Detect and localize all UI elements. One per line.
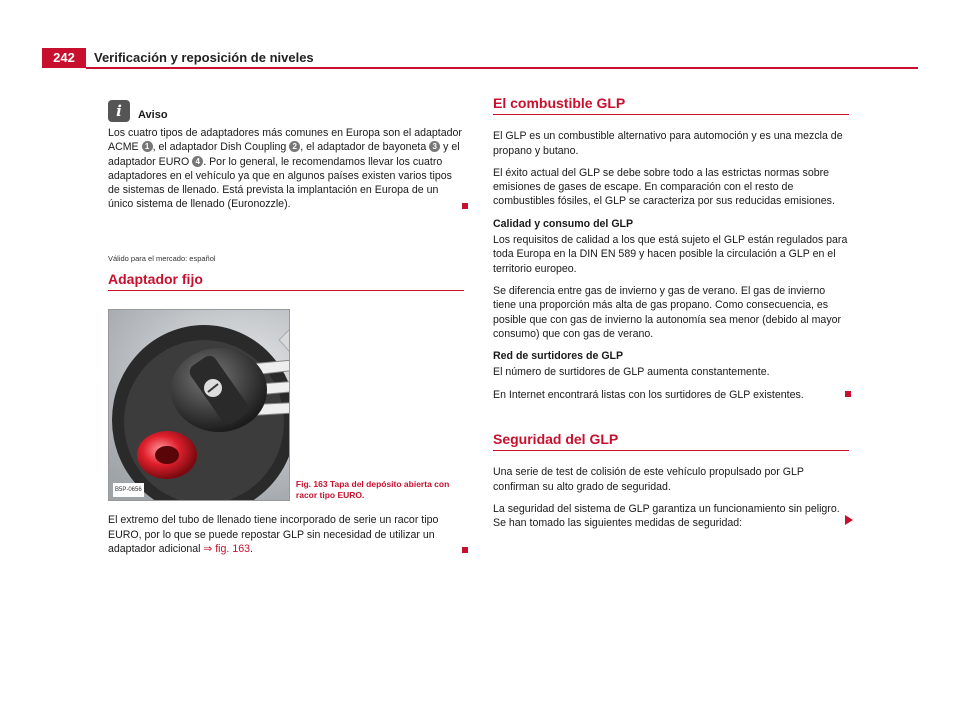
- adapter-body-text: El extremo del tubo de llenado tiene incorporado de serie un racor tipo EURO, por lo que se puede repostar GLP sin necesidad de utilizar un adaptador adicional: [108, 514, 439, 555]
- note-text: [108, 126, 464, 212]
- paragraph: El éxito actual del GLP se debe sobre todo a las estrictas normas sobre emisiones de gases de escape. En comparación con el resto de combustibles fósiles, el GLP se caracteriza por sus reducidas emisiones.: [493, 166, 835, 208]
- note-text-part: , el adaptador Dish Coupling: [152, 141, 290, 154]
- paragraph: El GLP es un combustible alternativo para automoción y es una mezcla de propano y butano.: [493, 130, 843, 157]
- number-badge-1: 1: [142, 141, 153, 152]
- figure-link[interactable]: ⇒ fig. 163: [203, 542, 250, 555]
- note-text-part: Los cuatro tipos de adaptadores más comunes en Europa son el adaptador ACME: [108, 127, 462, 154]
- note-text-part: y el adaptador EURO: [108, 141, 460, 168]
- paragraph: Los requisitos de calidad a los que está sujeto el GLP están regulados para toda Europa en la DIN EN 589 y hacen posible la circulación a GLP en el territorio europeo.: [493, 234, 848, 275]
- paragraph: [493, 502, 849, 531]
- header-rule: [86, 67, 918, 69]
- section-end-mark: [462, 203, 468, 209]
- note-box: [108, 100, 464, 212]
- paragraph-text: En Internet encontrará listas con los surtidores de GLP existentes.: [493, 388, 804, 401]
- note-header: [108, 100, 464, 122]
- page-number: 242: [42, 48, 86, 68]
- number-badge-2: 2: [289, 141, 300, 152]
- figure-code: B5P-0656: [113, 483, 144, 497]
- adapter-body-end: .: [250, 542, 253, 555]
- paragraph: Una serie de test de colisión de este vehículo propulsado por GLP confirman su alto grado de seguridad.: [493, 466, 804, 493]
- subheading-red: Red de surtidores de GLP: [493, 350, 624, 363]
- subheading-calidad: Calidad y consumo del GLP: [493, 217, 634, 230]
- continue-arrow-icon: [845, 515, 853, 525]
- market-label: Válido para el mercado: español: [108, 253, 216, 263]
- right-column: [493, 96, 849, 539]
- section-end-mark: [462, 547, 468, 553]
- paragraph-text: La seguridad del sistema de GLP garantiza un funcionamiento sin peligro. Se han tomado las siguientes medidas de seguridad:: [493, 502, 840, 530]
- adapter-body: [108, 513, 464, 556]
- section-title-combustible: El combustible GLP: [493, 96, 849, 115]
- note-text-part: . Por lo general, le recomendamos llevar los cuatro adaptadores en el vehículo ya que en algunos países existen varios tipos de sistemas de llenado. Está prevista la implantación en Europa de un único sistema de llenado (Euronozzle).: [108, 155, 452, 211]
- number-badge-4: 4: [192, 156, 203, 167]
- section-title-seguridad: Seguridad del GLP: [493, 432, 849, 451]
- section-end-mark: [845, 391, 851, 397]
- figure: [108, 309, 464, 501]
- paragraph: El número de surtidores de GLP aumenta constantemente.: [493, 366, 770, 379]
- left-column: [108, 100, 464, 564]
- fuel-cap-image: [108, 309, 290, 501]
- info-icon: i: [108, 100, 130, 122]
- section-title-adaptador: Adaptador fijo: [108, 272, 464, 291]
- note-label: Aviso: [138, 108, 168, 121]
- note-text-part: , el adaptador de bayoneta: [300, 141, 430, 154]
- figure-caption: Fig. 163 Tapa del depósito abierta con racor tipo EURO.: [295, 479, 450, 501]
- fuel-cap-illustration: [109, 310, 290, 500]
- paragraph: Se diferencia entre gas de invierno y gas de verano. El gas de invierno tiene una proporción más alta de gas propano. Como consecuencia, es posible que con gas de invierno la autonomía sea menor (debido al mayor consumo) que con gas de verano.: [493, 284, 842, 340]
- number-badge-3: 3: [429, 141, 440, 152]
- page-header-title: Verificación y reposición de niveles: [94, 50, 314, 65]
- paragraph: [493, 388, 849, 402]
